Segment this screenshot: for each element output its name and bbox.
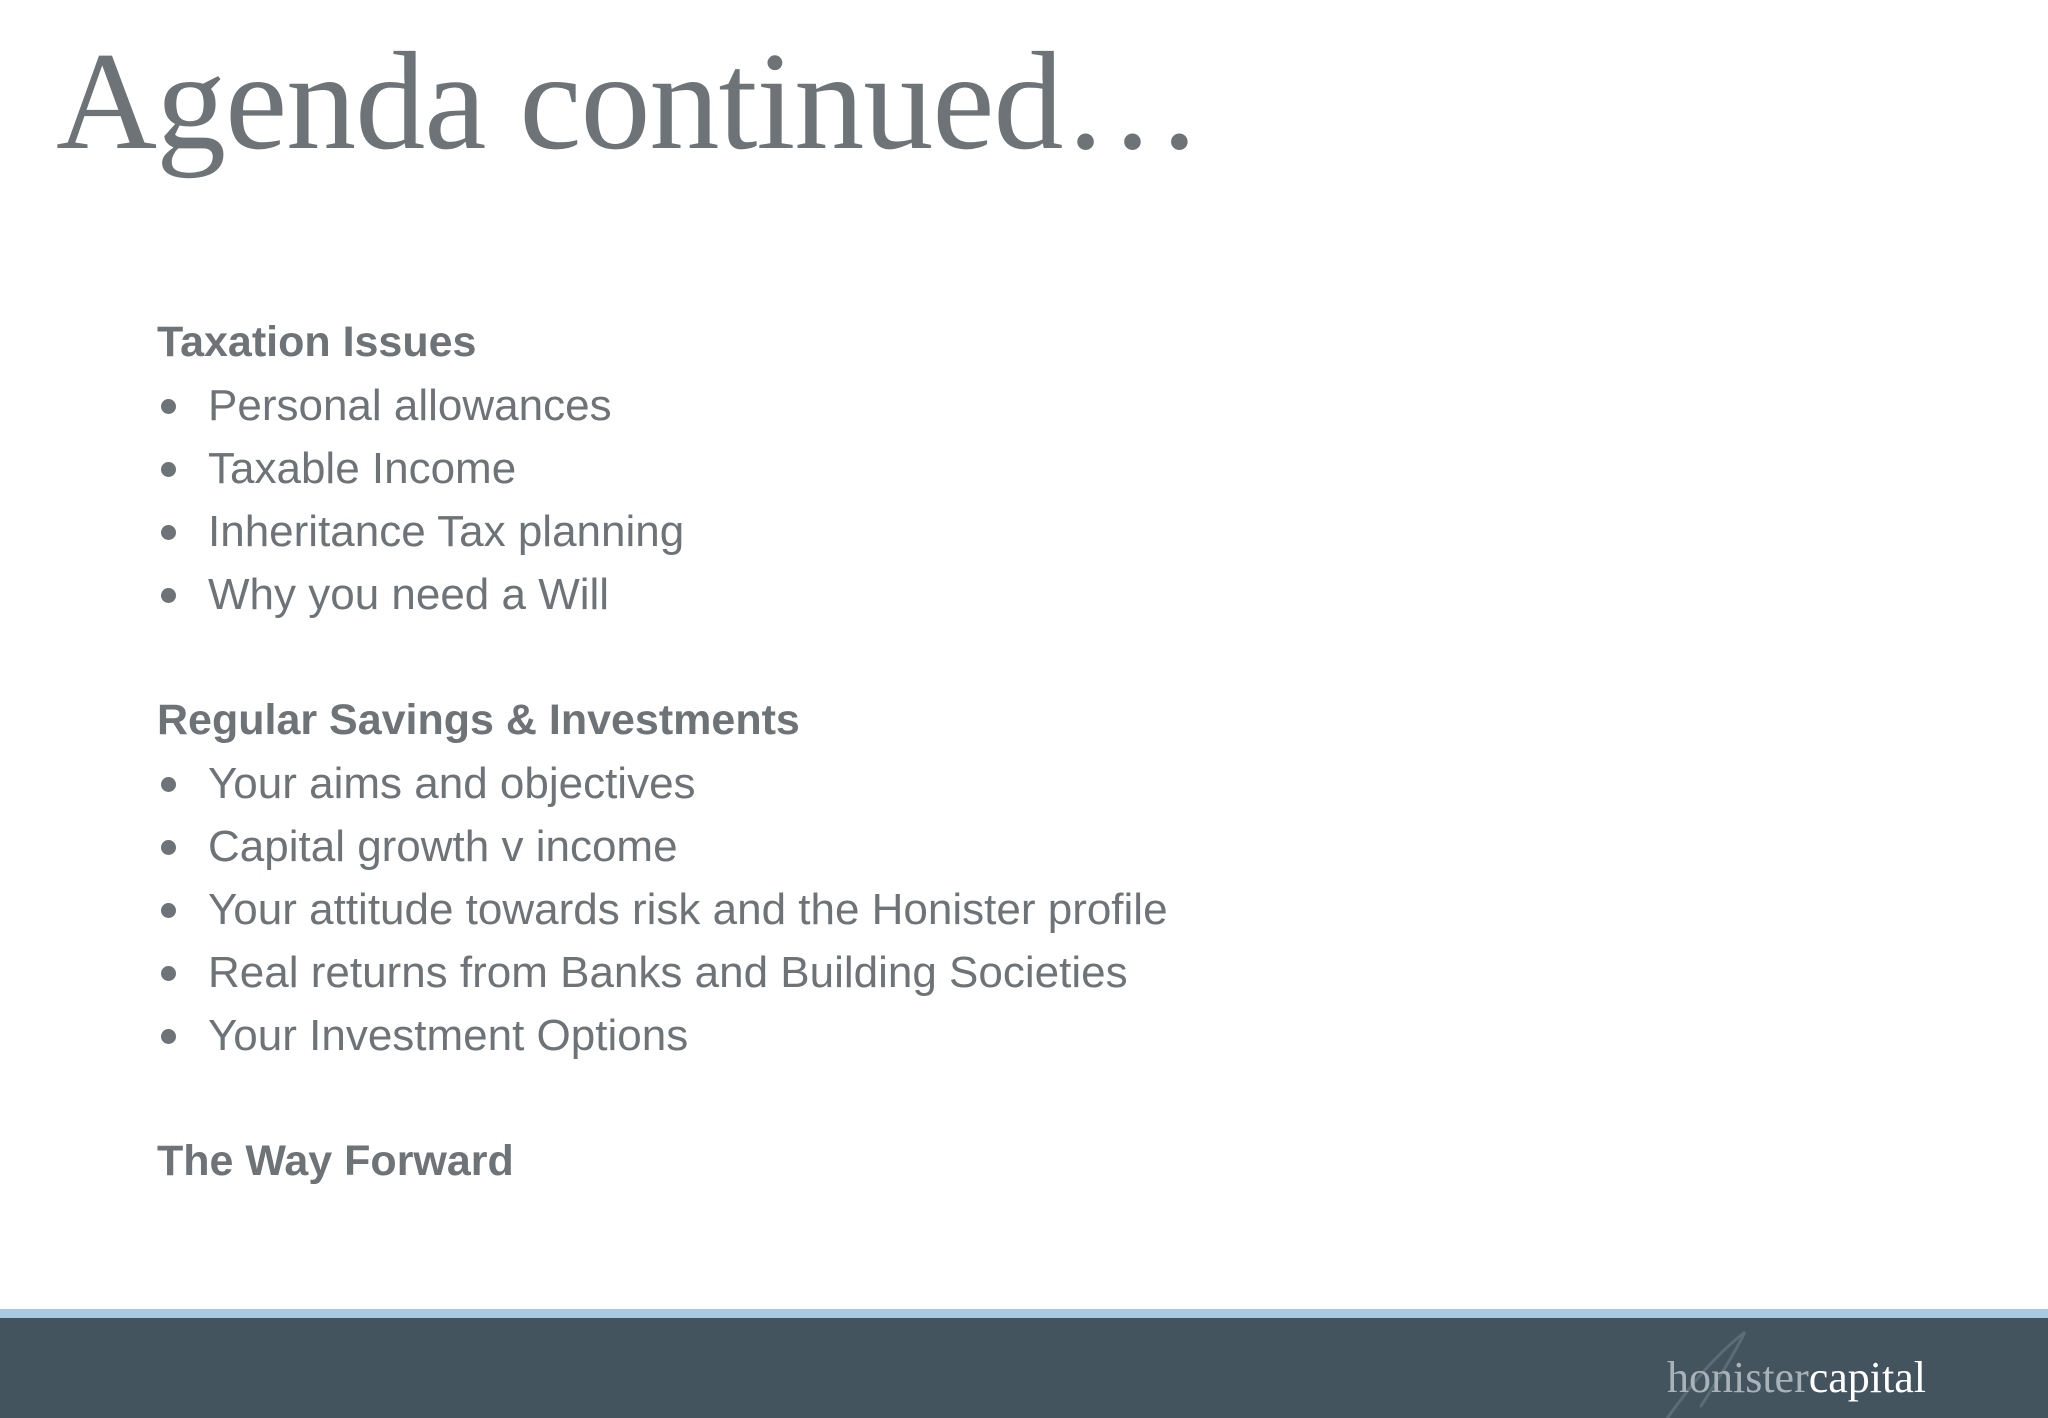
list-item bbox=[157, 1004, 1857, 1067]
list-item-text: Inheritance Tax planning bbox=[208, 507, 685, 556]
list-item bbox=[157, 437, 1857, 500]
agenda-section-taxation bbox=[157, 311, 1857, 626]
list-item-text: Why you need a Will bbox=[208, 570, 610, 619]
logo-text-capital: capital bbox=[1808, 1353, 1926, 1402]
agenda-section-savings bbox=[157, 689, 1857, 1067]
list-item bbox=[157, 815, 1857, 878]
list-item bbox=[157, 941, 1857, 1004]
list-item bbox=[157, 500, 1857, 563]
bullet-icon bbox=[161, 1029, 176, 1044]
list-item bbox=[157, 878, 1857, 941]
slide-title: Agenda continued… bbox=[56, 24, 1202, 179]
bullet-icon bbox=[161, 588, 176, 603]
list-item bbox=[157, 563, 1857, 626]
list-item-text: Taxable Income bbox=[208, 444, 517, 493]
bullet-icon bbox=[161, 462, 176, 477]
list-item-text: Your attitude towards risk and the Honister profile bbox=[208, 885, 1168, 934]
company-logo bbox=[1667, 1348, 1926, 1408]
footer-stripe bbox=[0, 1309, 2048, 1318]
section-heading: Taxation Issues bbox=[157, 318, 477, 366]
list-item-text: Your Investment Options bbox=[208, 1011, 689, 1060]
list-item-text: Capital growth v income bbox=[208, 822, 678, 871]
list-item-text: Your aims and objectives bbox=[208, 759, 696, 808]
section-heading: Regular Savings & Investments bbox=[157, 696, 800, 744]
bullet-icon bbox=[161, 525, 176, 540]
agenda-content bbox=[157, 311, 1857, 1256]
list-item bbox=[157, 374, 1857, 437]
bullet-icon bbox=[161, 399, 176, 414]
bullet-list bbox=[157, 374, 1857, 626]
logo-text-honister: honister bbox=[1666, 1353, 1809, 1402]
list-item-text: Real returns from Banks and Building Societies bbox=[208, 948, 1128, 997]
bullet-icon bbox=[161, 777, 176, 792]
bullet-icon bbox=[161, 903, 176, 918]
bullet-icon bbox=[161, 966, 176, 981]
list-item bbox=[157, 752, 1857, 815]
agenda-section-way-forward bbox=[157, 1130, 1857, 1193]
bullet-list bbox=[157, 752, 1857, 1067]
list-item-text: Personal allowances bbox=[208, 381, 612, 430]
bullet-icon bbox=[161, 840, 176, 855]
section-heading: The Way Forward bbox=[157, 1137, 514, 1185]
